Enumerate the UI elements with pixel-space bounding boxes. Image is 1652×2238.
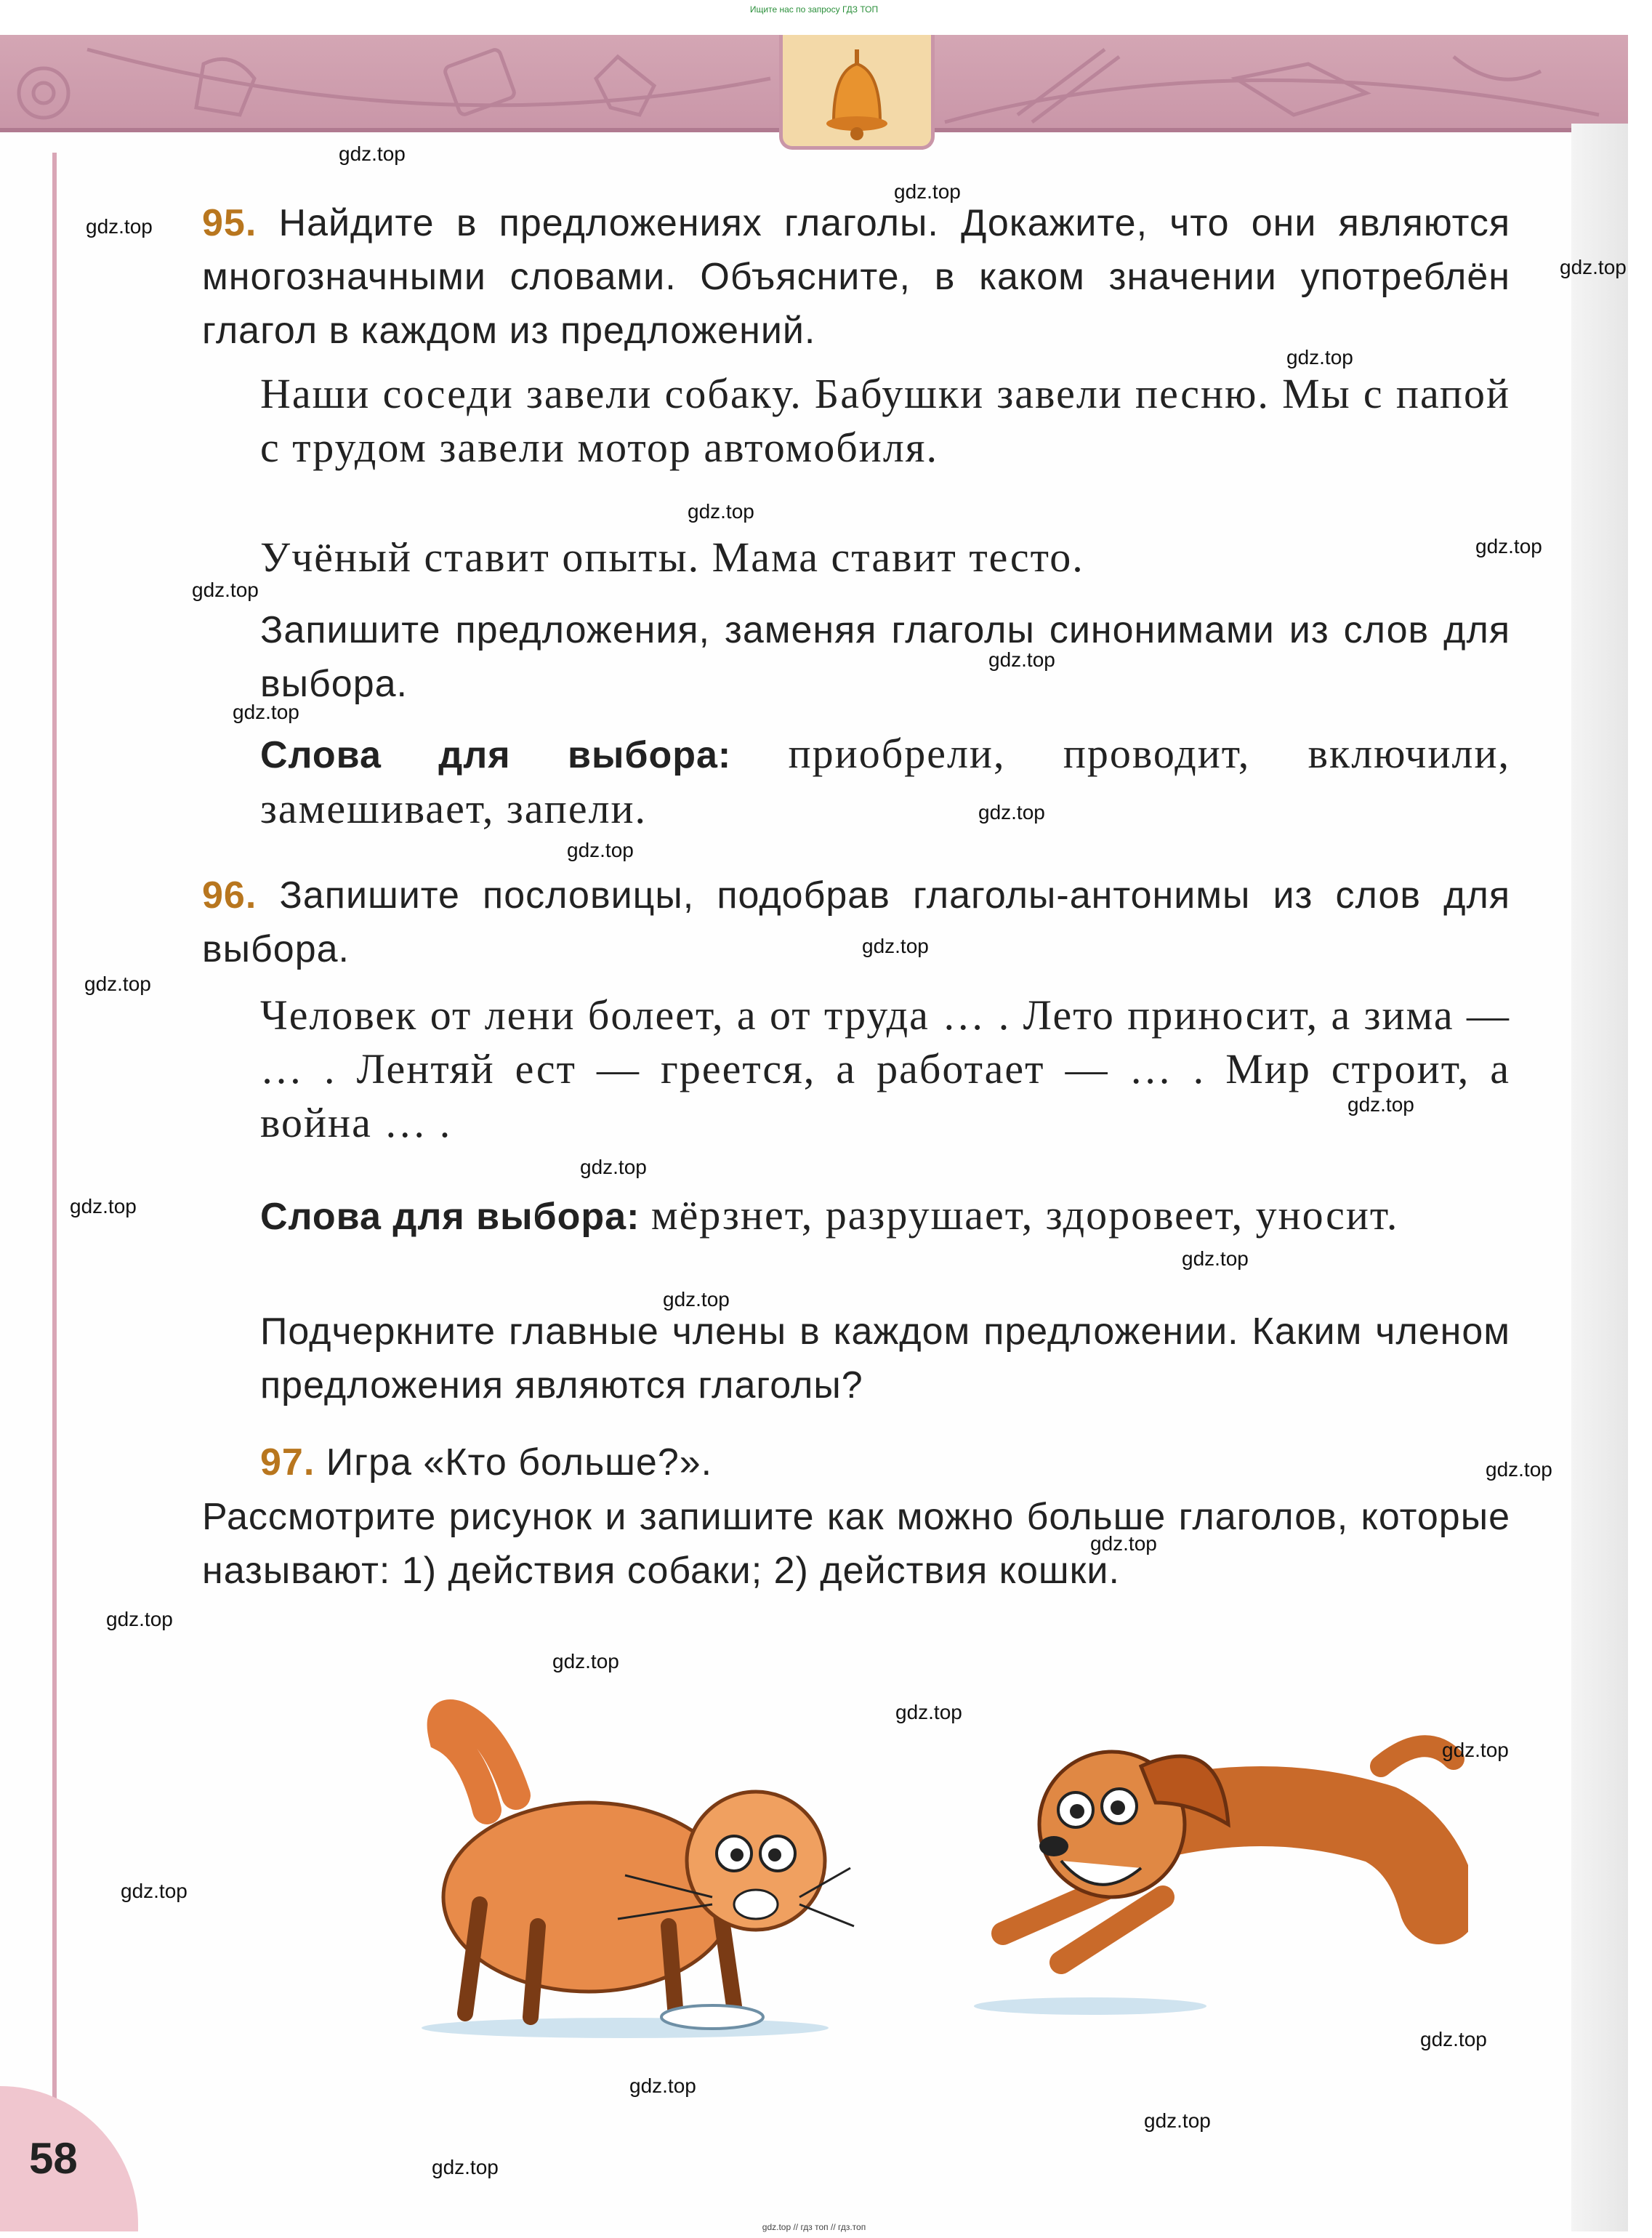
word-choice-label: Слова для выбора: [260, 734, 732, 776]
exercise-95-sentences-2: Учёный ставит опыты. Мама ставит тесто. [260, 534, 1084, 581]
watermark: gdz.top [1286, 346, 1353, 369]
watermark: gdz.top [895, 1701, 962, 1723]
watermark: gdz.top [988, 648, 1055, 671]
exercise-96-word-choice [260, 1188, 1510, 1244]
bell-icon [783, 35, 931, 144]
exercise-96-task-2: Подчеркните главные члены в каждом предложении. Каким членом предложения являются глаголы? [260, 1311, 1510, 1406]
exercise-number: 95. [202, 202, 257, 244]
watermark: gdz.top [1475, 535, 1542, 558]
task-text: Запишите пословицы, подобрав глаголы-антонимы из слов для выбора. [202, 874, 1510, 970]
watermark: gdz.top [1182, 1247, 1249, 1270]
watermark: gdz.top [629, 2074, 696, 2097]
watermark: gdz.top [233, 701, 299, 723]
exercise-95-task [202, 196, 1510, 358]
watermark: gdz.top [663, 1288, 730, 1311]
task-text: Найдите в предложениях глаголы. Докажите, что они являются многозначными словами. Объясните, в каком значении употреблён глагол в каждом из предложений. [202, 202, 1510, 352]
watermark: gdz.top [567, 839, 634, 861]
watermark: gdz.top [84, 973, 151, 995]
exercise-96-proverbs: Человек от лени болеет, а от труда … . Лето приносит, а зима — … . Лентяй ест — греется, а работает — … . Мир строит, а война … . [260, 991, 1510, 1146]
dog-illustration [974, 1701, 1468, 2021]
word-choice-label: Слова для выбора: [260, 1196, 640, 1238]
watermark: gdz.top [121, 1880, 188, 1902]
watermark: gdz.top [1486, 1458, 1552, 1481]
game-title: Игра «Кто больше?». [326, 1441, 713, 1484]
exercise-95-task-2: Запишите предложения, заменяя глаголы синонимами из слов для выбора. [260, 609, 1510, 705]
top-note: Ищите нас по запросу ГДЗ ТОП [749, 4, 879, 15]
left-rule [52, 153, 57, 2130]
watermark: gdz.top [1442, 1739, 1509, 1761]
exercise-95-sentences: Наши соседи завели собаку. Бабушки завели песню. Мы с папой с трудом завели мотор автомобиля. [260, 370, 1510, 471]
watermark: gdz.top [1347, 1093, 1414, 1116]
exercise-number: 96. [202, 874, 257, 917]
watermark: gdz.top [862, 935, 929, 957]
watermark: gdz.top [688, 500, 754, 523]
watermark: gdz.top [894, 180, 961, 203]
bottom-note: gdz.top // гдз топ // гдз.топ [762, 2222, 866, 2232]
cat-illustration [407, 1686, 858, 2050]
watermark: gdz.top [978, 801, 1045, 824]
watermark: gdz.top [106, 1608, 173, 1630]
watermark: gdz.top [1144, 2109, 1211, 2132]
watermark: gdz.top [580, 1156, 647, 1178]
watermark: gdz.top [339, 142, 406, 165]
watermark: gdz.top [1560, 256, 1627, 278]
right-page-edge [1571, 124, 1628, 2231]
watermark: gdz.top [192, 579, 259, 601]
watermark: gdz.top [1090, 1532, 1157, 1555]
exercise-96-task [202, 869, 1510, 976]
exercise-number: 97. [260, 1441, 315, 1484]
watermark: gdz.top [86, 215, 153, 238]
watermark: gdz.top [70, 1195, 137, 1217]
watermark: gdz.top [552, 1650, 619, 1673]
watermark: gdz.top [1420, 2028, 1487, 2050]
watermark: gdz.top [432, 2156, 499, 2178]
exercise-95-word-choice [260, 727, 1510, 837]
word-choice-list: приобрели, проводит, включили, замешивает, запели. [260, 730, 1510, 832]
page-number: 58 [29, 2134, 78, 2183]
word-choice-list: мёрзнет, разрушает, здоровеет, уносит. [650, 1191, 1399, 1239]
exercise-97-task: Рассмотрите рисунок и запишите как можно больше глаголов, которые называют: 1) действия собаки; 2) действия кошки. [202, 1496, 1510, 1592]
bell-box [779, 35, 935, 150]
exercise-97-title [260, 1436, 1510, 1489]
